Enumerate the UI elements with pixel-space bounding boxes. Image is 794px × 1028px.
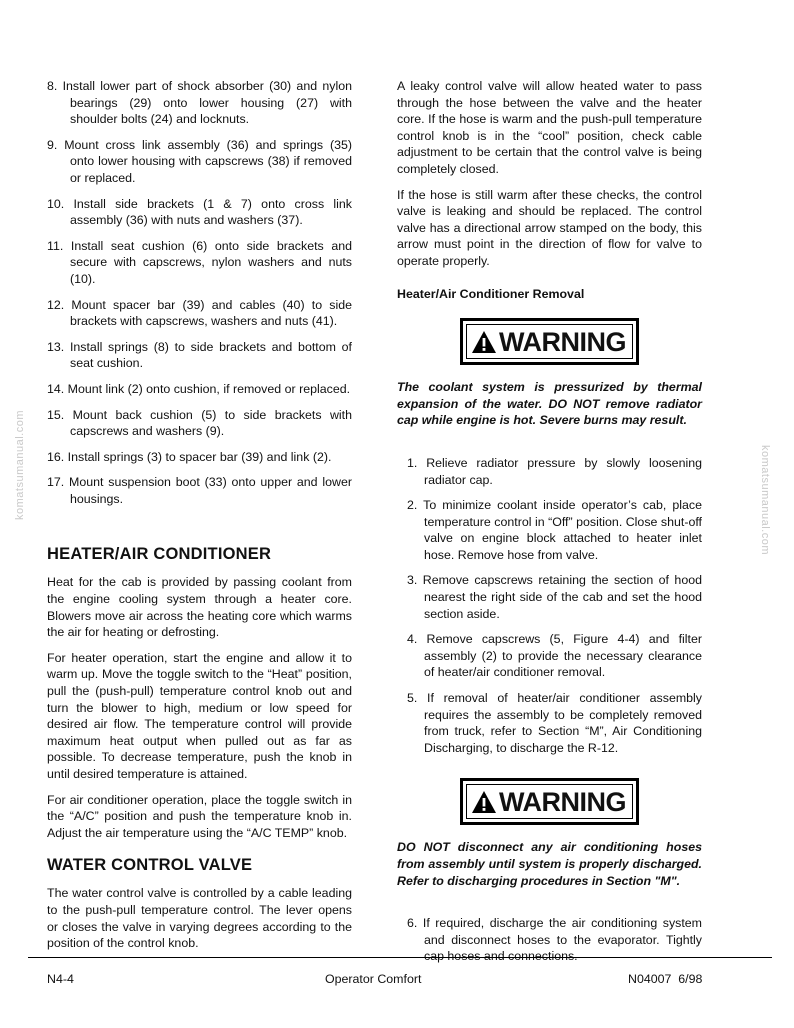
watermark-right: komatsumanual.com [759, 445, 771, 555]
warning-triangle-icon [471, 330, 497, 354]
footer-section-title: Operator Comfort [325, 972, 422, 986]
warning-label: WARNING [499, 787, 626, 818]
step-10: 10. Install side brackets (1 & 7) onto cross link assembly (36) with nuts and washers (37). [47, 196, 352, 228]
step-14: 14. Mount link (2) onto cushion, if removed or replaced. [47, 381, 351, 396]
watermark-left: komatsumanual.com [14, 410, 26, 520]
step-12: 12. Mount spacer bar (39) and cables (40) to side brackets with capscrews, washers and nuts (41). [47, 297, 352, 329]
water-valve-heading: WATER CONTROL VALVE [47, 856, 253, 875]
removal-step-4: 4. Remove capscrews (5, Figure 4-4) and filter assembly (2) to provide the necessary clearance of heater/air conditioner removal. [407, 632, 702, 680]
warning-label: WARNING [499, 327, 626, 358]
warning-2-text: DO NOT disconnect any air conditioning hoses from assembly until system is properly discharged. Refer to discharging procedures in Section "M". [397, 840, 702, 888]
step-16: 16. Install springs (3) to spacer bar (39) and link (2). [47, 449, 332, 464]
removal-step-6: 6. If required, discharge the air conditioning system and disconnect hoses to the evaporator. Tightly cap hoses and connections. [407, 916, 702, 964]
removal-step-2: 2. To minimize coolant inside operator’s cab, place temperature control in “Off” position. Close shut-off valve on engine block attached to heater inlet hose. Remove hose from valve. [407, 498, 702, 562]
step-11: 11. Install seat cushion (6) onto side brackets and secure with capscrews, nylon washers and nuts (10). [47, 238, 352, 286]
step-8: 8. Install lower part of shock absorber (30) and nylon bearings (29) onto lower housing (27) with shoulder bolts (24) and locknuts. [47, 79, 352, 127]
heater-paragraph-2: For heater operation, start the engine and allow it to warm up. Move the toggle switch to the “Heat” position, pull the (push-pull) temperature control knob out and turn the blower to high, medium or low speed for desired air flow. The temperature control will provide maximum heat output when pulled out as far as possible. To decrease temperature, push the knob in until desired temperature is attained. [47, 650, 352, 781]
footer-doc-code: N04007 6/98 [628, 972, 703, 986]
heater-heading: HEATER/AIR CONDITIONER [47, 545, 272, 564]
removal-heading: Heater/Air Conditioner Removal [397, 286, 585, 301]
right-column [397, 78, 702, 974]
footer-rule [28, 957, 772, 958]
removal-step-1: 1. Relieve radiator pressure by slowly loosening radiator cap. [407, 455, 702, 487]
step-9: 9. Mount cross link assembly (36) and springs (35) onto lower housing with capscrews (38) if removed or replaced. [47, 137, 352, 185]
step-13: 13. Install springs (8) to side brackets and bottom of seat cushion. [47, 339, 352, 371]
heater-paragraph-3: For air conditioner operation, place the toggle switch in the “A/C” position and push the temperature knob in. Adjust the air temperature using the “A/C TEMP” knob. [47, 792, 352, 840]
footer-page-number: N4-4 [47, 972, 74, 986]
removal-step-5: 5. If removal of heater/air conditioner assembly requires the assembly to be completely removed from truck, refer to Section “M”, Air Conditioning Discharging, to discharge the R-12. [407, 691, 702, 755]
heater-paragraph-1: Heat for the cab is provided by passing coolant from the engine cooling system through a heater core. Blowers move air across the heating core which warms the air for heating or defrosting. [47, 575, 352, 640]
water-valve-paragraph: The water control valve is controlled by a cable leading to the push-pull temperature control. The lever opens or closes the valve in varying degrees according to the position of the control knob. [47, 886, 352, 951]
warning-triangle-icon [471, 790, 497, 814]
step-17: 17. Mount suspension boot (33) onto upper and lower housings. [47, 475, 352, 506]
step-15: 15. Mount back cushion (5) to side brackets with capscrews and washers (9). [47, 407, 352, 439]
leaky-valve-paragraph: A leaky control valve will allow heated water to pass through the hose between the valve and the heater core. If the hose is warm and the push-pull temperature control knob is in the “cool” position, check cable adjustment to be certain that the control valve is being completely closed. [397, 79, 702, 176]
valve-replace-paragraph: If the hose is still warm after these checks, the control valve is leaking and should be replaced. The control valve has a directional arrow stamped on the body, this arrow must point in the direction of flow for valve to operate properly. [397, 187, 702, 268]
warning-box-1 [397, 318, 702, 365]
warning-box-2 [397, 778, 702, 825]
left-column [47, 78, 352, 961]
removal-step-3: 3. Remove capscrews retaining the section of hood nearest the right side of the cab and set the hood section aside. [407, 573, 702, 621]
warning-1-text: The coolant system is pressurized by thermal expansion of the water. DO NOT remove radiator cap while engine is hot. Severe burns may result. [397, 380, 702, 428]
